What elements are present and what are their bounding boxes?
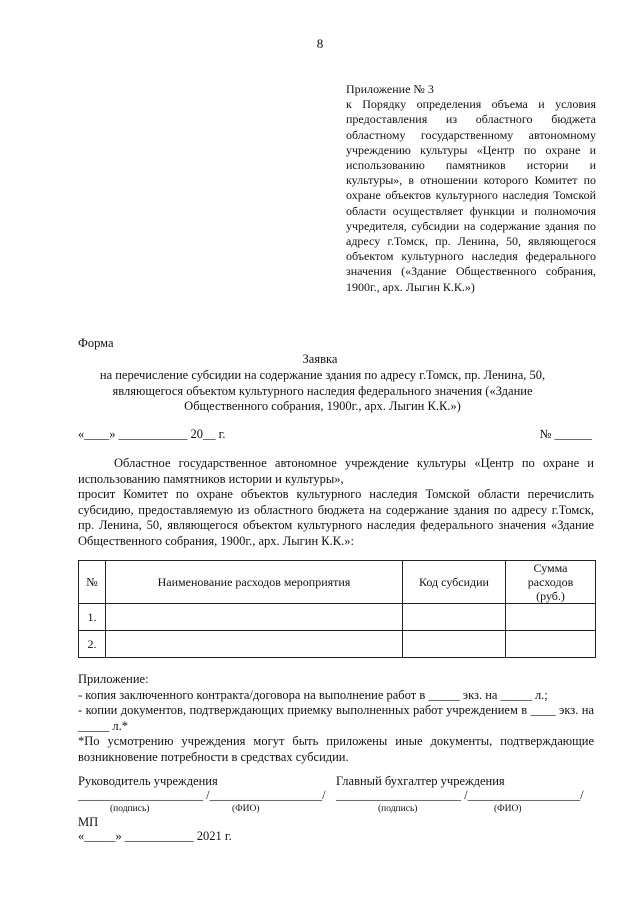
appendix-block [346,82,596,295]
table-cell-code[interactable] [403,604,506,631]
request-subtitle-line: являющегося объектом культурного наследия федерального значения («Здание [112,383,533,398]
attachments-block [78,672,594,765]
attachments-title: Приложение: [78,672,149,686]
accountant-signature-line: ____________________ /__________________/ [336,788,584,802]
request-number-field: № ______ [539,427,592,441]
request-date-field: «____» ___________ 20__ г. [78,427,226,441]
caption-signature: (подпись) [110,804,150,814]
table-header-cell: № [79,561,106,604]
table-cell-num: 1. [79,604,106,631]
table-row [79,631,596,658]
head-signature-line: ____________________ /__________________/ [78,788,326,802]
table-cell-sum[interactable] [506,631,596,658]
intro-line: просит Комитет по охране объектов культурного наследия Томской области перечислить субсидию, предоставляемую из областного бюджета на содержание здания по адресу г.Томск, пр. Ленина, 50, являющегося объектом культурного наследия федерального значения «Здание Общественного собрания, 1900г., арх. Лыгин К.К.»: [78,487,594,548]
request-subtitle [90,368,555,415]
attachment-item: - копии документов, подтверждающих приемку выполненных работ учреждением в ____ экз. на _____ л.* [78,703,594,733]
request-title: Заявка [302,352,338,366]
table-header-cell: Сумма расходов (руб.) [506,561,596,604]
accountant-signature-title: Главный бухгалтер учреждения [336,774,505,788]
caption-signature: (подпись) [378,804,418,814]
table-header-cell: Наименование расходов мероприятия [106,561,403,604]
intro-line: Областное государственное автономное учреждение культуры «Центр по охране и использованию памятников истории и культуры», [78,456,594,486]
form-label: Форма [78,336,114,350]
intro-paragraph [78,456,594,549]
expenses-table [78,560,596,658]
page-number: 8 [316,36,324,51]
table-cell-name[interactable] [106,604,403,631]
table-row [79,604,596,631]
attachment-note: *По усмотрению учреждения могут быть приложены иные документы, подтверждающие возникновение потребности в средствах субсидии. [78,734,594,764]
stamp-place: МП [78,815,99,829]
caption-name: (ФИО) [232,804,260,814]
appendix-title: Приложение № 3 [346,82,434,96]
table-cell-num: 2. [79,631,106,658]
signature-date: «_____» ___________ 2021 г. [78,829,232,843]
table-cell-sum[interactable] [506,604,596,631]
request-subtitle-line: на перечисление субсидии на содержание здания по адресу г.Томск, пр. Ленина, 50, [99,368,546,382]
appendix-text: к Порядку определения объема и условия предоставления из областного бюджета областному государственному автономному учреждению культуры «Центр по охране и использованию памятников истории и культуры», в отношении которого Комитет по охране объектов культурного наследия Томской области осуществляет функции и полномочия учредителя, субсидии на содержание здания по адресу г.Томск, пр. Ленина, 50, являющегося объектом культурного наследия федерального значения («Здание Общественного собрания, 1900г., арх. Лыгин К.К.») [346,97,596,294]
table-cell-name[interactable] [106,631,403,658]
table-cell-code[interactable] [403,631,506,658]
table-header-row [79,561,596,604]
head-signature-title: Руководитель учреждения [78,774,218,788]
request-subtitle-line: Общественного собрания, 1900г., арх. Лыгин К.К.») [184,399,461,413]
attachment-item: - копия заключенного контракта/договора на выполнение работ в _____ экз. на _____ л.; [78,687,548,702]
caption-name: (ФИО) [494,804,522,814]
table-header-cell: Код субсидии [403,561,506,604]
